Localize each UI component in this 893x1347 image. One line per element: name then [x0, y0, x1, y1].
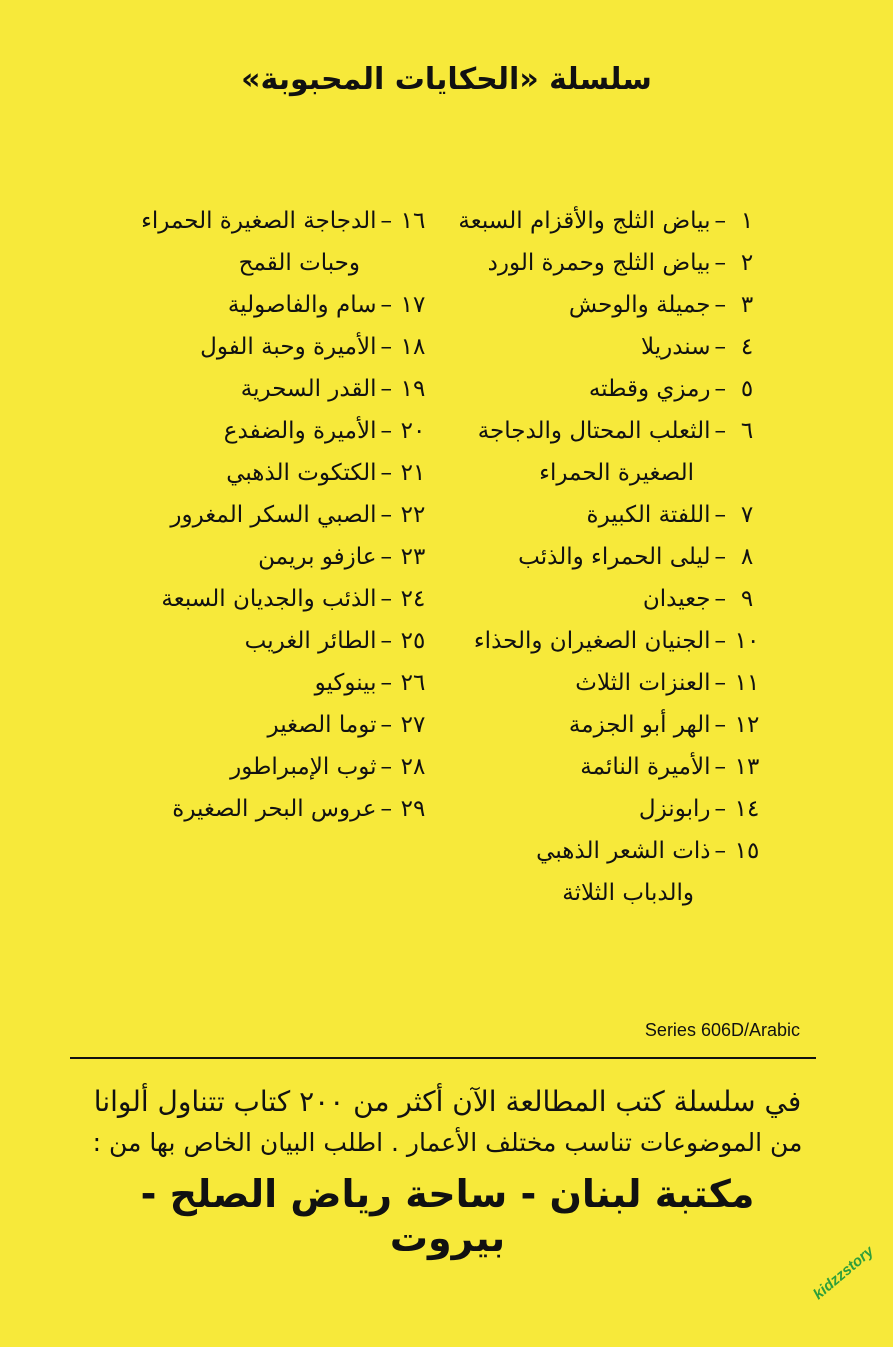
story-number: ٤ [740, 334, 754, 360]
dash-separator: – [714, 712, 726, 738]
dash-separator: – [380, 628, 392, 654]
story-number: ٢ [740, 250, 754, 276]
story-title: العنزات الثلاث [575, 670, 711, 696]
story-number: ٢١ [400, 460, 426, 486]
story-number: ٩ [740, 586, 754, 612]
dash-separator: – [380, 754, 392, 780]
story-item [150, 662, 430, 704]
story-item [150, 788, 430, 830]
dash-separator: – [380, 460, 392, 486]
story-number: ١٣ [734, 754, 760, 780]
story-title: بينوكيو [314, 670, 377, 696]
story-title: الكتكوت الذهبي [226, 460, 377, 486]
story-number: ٢٣ [400, 544, 426, 570]
watermark-logo: kidzzstory [810, 1242, 878, 1304]
story-title: عروس البحر الصغيرة [172, 796, 377, 822]
story-number: ١٩ [400, 376, 426, 402]
story-number: ١٠ [734, 628, 760, 654]
story-title: رابونزل [638, 796, 711, 822]
story-title: الصبي السكر المغرور [170, 502, 377, 528]
story-title: ليلى الحمراء والذئب [518, 544, 711, 570]
story-item [150, 704, 430, 746]
promo-line-2: من الموضوعات تناسب مختلف الأعمار . اطلب البيان الخاص بها من : [92, 1128, 803, 1157]
story-title: الجنيان الصغيران والحذاء [473, 628, 711, 654]
dash-separator: – [714, 376, 726, 402]
story-title: بياض الثلج وحمرة الورد [487, 250, 711, 276]
story-number: ١٥ [734, 838, 760, 864]
dash-separator: – [714, 796, 726, 822]
story-title: ثوب الإمبراطور [230, 754, 377, 780]
dash-separator: – [714, 544, 726, 570]
dash-separator: – [380, 712, 392, 738]
story-title: عازفو بريمن [258, 544, 377, 570]
story-item [462, 494, 764, 536]
story-item [150, 494, 430, 536]
story-item [462, 410, 764, 452]
story-number: ١٤ [734, 796, 760, 822]
story-number: ٢٠ [400, 418, 426, 444]
story-item [462, 242, 764, 284]
story-item [150, 746, 430, 788]
story-number: ١٦ [400, 208, 426, 234]
story-title: بياض الثلج والأقزام السبعة [458, 208, 711, 234]
dash-separator: – [714, 292, 726, 318]
promo-line-1: في سلسلة كتب المطالعة الآن أكثر من ٢٠٠ كتاب تتناول ألوانا [93, 1085, 802, 1118]
story-title: الثعلب المحتال والدجاجة [477, 418, 711, 444]
dash-separator: – [714, 628, 726, 654]
dash-separator: – [714, 334, 726, 360]
story-number: ١٨ [400, 334, 426, 360]
story-item [462, 620, 764, 662]
dash-separator: – [714, 250, 726, 276]
story-list-left [141, 200, 430, 830]
publisher-address: مكتبة لبنان - ساحة رياض الصلح - بيروت [140, 1172, 755, 1260]
story-item [462, 326, 764, 368]
story-item [150, 578, 430, 620]
story-title: الأميرة وحبة الفول [200, 334, 377, 360]
dash-separator: – [714, 208, 726, 234]
story-title: جعيدان [642, 586, 711, 612]
story-number: ١٢ [734, 712, 760, 738]
story-item [462, 830, 764, 872]
story-title: توما الصغير [267, 712, 377, 738]
story-item [150, 536, 430, 578]
dash-separator: – [380, 334, 392, 360]
dash-separator: – [380, 292, 392, 318]
story-item [462, 578, 764, 620]
story-number: ٦ [740, 418, 754, 444]
story-title: الهر أبو الجزمة [568, 712, 711, 738]
story-title: سام والفاصولية [227, 292, 377, 318]
story-item [462, 746, 764, 788]
story-item [150, 284, 430, 326]
story-item [141, 200, 430, 242]
story-title: الأميرة والضفدع [223, 418, 377, 444]
story-title: ذات الشعر الذهبي [536, 838, 711, 864]
story-item [150, 620, 430, 662]
story-number: ٢٧ [400, 712, 426, 738]
story-number: ٢٨ [400, 754, 426, 780]
divider-rule [70, 1057, 816, 1059]
story-item [150, 368, 430, 410]
dash-separator: – [380, 796, 392, 822]
story-item [462, 284, 764, 326]
story-item [462, 704, 764, 746]
story-title: الأميرة النائمة [580, 754, 711, 780]
dash-separator: – [380, 586, 392, 612]
story-item [150, 452, 430, 494]
story-title: الذئب والجديان السبعة [161, 586, 377, 612]
story-title: الطائر الغريب [244, 628, 377, 654]
story-number: ١٧ [400, 292, 426, 318]
story-number: ٢٥ [400, 628, 426, 654]
story-item [458, 200, 764, 242]
dash-separator: – [714, 418, 726, 444]
story-item [150, 410, 430, 452]
story-number: ٢٦ [400, 670, 426, 696]
dash-separator: – [714, 670, 726, 696]
dash-separator: – [380, 208, 392, 234]
story-title-continued: الصغيرة الحمراء [539, 460, 694, 486]
story-list-right [458, 200, 764, 914]
dash-separator: – [380, 502, 392, 528]
dash-separator: – [380, 544, 392, 570]
story-title: سندريلا [640, 334, 711, 360]
story-title-continued: والدباب الثلاثة [562, 880, 694, 906]
story-title-continued: وحبات القمح [238, 250, 360, 276]
story-number: ٨ [740, 544, 754, 570]
story-title: جميلة والوحش [568, 292, 711, 318]
story-item [150, 326, 430, 368]
story-item [462, 536, 764, 578]
dash-separator: – [714, 502, 726, 528]
story-title: القدر السحرية [240, 376, 377, 402]
story-item [462, 662, 764, 704]
dash-separator: – [380, 418, 392, 444]
story-title: الدجاجة الصغيرة الحمراء [141, 208, 377, 234]
series-label: Series 606D/Arabic [644, 1020, 800, 1040]
dash-separator: – [714, 754, 726, 780]
story-number: ١١ [734, 670, 760, 696]
dash-separator: – [714, 586, 726, 612]
dash-separator: – [380, 670, 392, 696]
story-number: ٢٩ [400, 796, 426, 822]
story-number: ٢٢ [400, 502, 426, 528]
story-item [462, 368, 764, 410]
series-title: سلسلة «الحكايات المحبوبة» [241, 62, 652, 97]
story-number: ١ [740, 208, 754, 234]
dash-separator: – [714, 838, 726, 864]
story-number: ٧ [740, 502, 754, 528]
story-number: ٣ [740, 292, 754, 318]
story-number: ٢٤ [400, 586, 426, 612]
story-title: اللفتة الكبيرة [586, 502, 711, 528]
story-item [462, 788, 764, 830]
story-number: ٥ [740, 376, 754, 402]
story-title: رمزي وقطته [588, 376, 711, 402]
dash-separator: – [380, 376, 392, 402]
